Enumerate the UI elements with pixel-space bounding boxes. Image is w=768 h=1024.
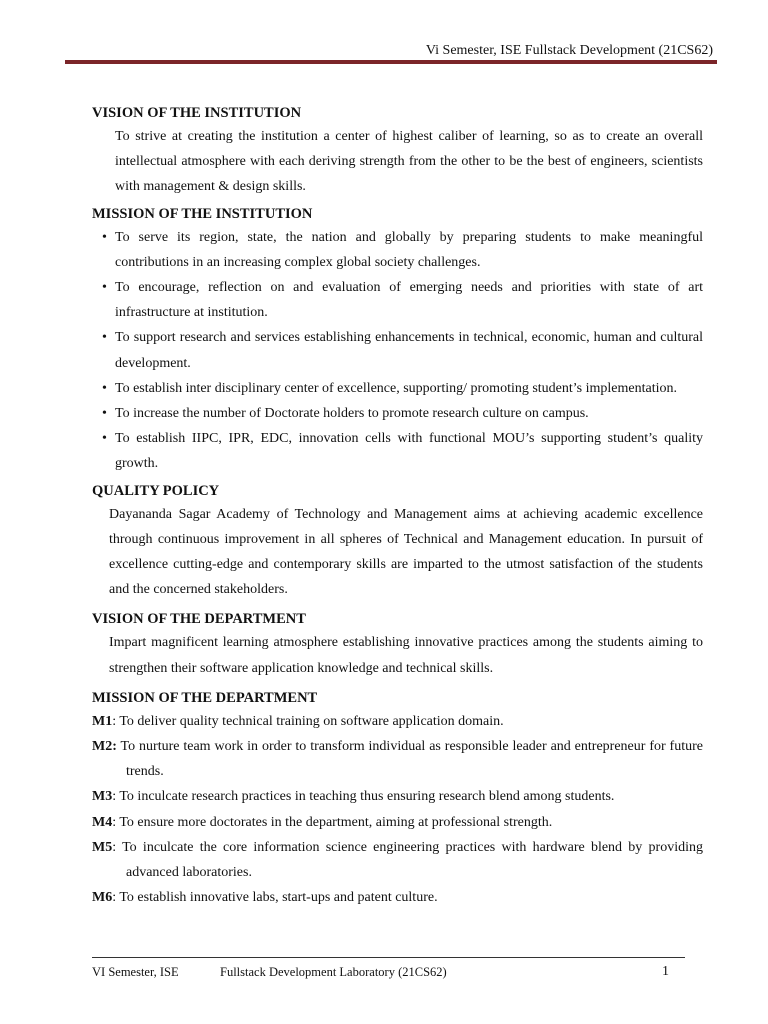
list-item: • To serve its region, state, the nation and globally by preparing students to make meaningful contributions in an increasing complex global society challenges. (92, 225, 703, 275)
heading-quality-policy: QUALITY POLICY (92, 482, 220, 499)
page-number: 1 (662, 964, 669, 979)
bullet-icon: • (102, 431, 107, 447)
list-item: M1: To deliver quality technical training on software application domain. (92, 713, 504, 729)
list-item: • To establish IIPC, IPR, EDC, innovation cells with functional MOU’s supporting student’s quality growth. (92, 426, 703, 476)
list-item: • To establish inter disciplinary center of excellence, supporting/ promoting student’s implementation. (92, 376, 703, 401)
heading-mission-institution: MISSION OF THE INSTITUTION (92, 205, 313, 222)
bullet-icon: • (102, 406, 107, 422)
footer-semester: VI Semester, ISE (92, 965, 179, 979)
vision-department-text: Impart magnificent learning atmosphere establishing innovative practices among the students aiming to strengthen their software application knowledge and technical skills. (109, 635, 703, 676)
list-item: M6: To establish innovative labs, start-ups and patent culture. (92, 890, 438, 906)
vision-institution-text: To strive at creating the institution a center of highest caliber of learning, so as to create an overall intellectual atmosphere with each deriving strength from the other to be the best of engineers, scientists with management & design skills. (115, 129, 703, 195)
bullet-icon: • (102, 330, 107, 346)
bullet-icon: • (102, 280, 107, 296)
list-item: M3: To inculcate research practices in teaching thus ensuring research blend among students. (92, 789, 615, 805)
mission-institution-list (92, 225, 703, 477)
mission-department-list (92, 709, 703, 911)
running-header: Vi Semester, ISE Fullstack Development (21CS62) (425, 43, 713, 58)
quality-policy-text: Dayananda Sagar Academy of Technology and Management aims at achieving academic excellence through continuous improvement in all spheres of Technical and Management education. In pursuit of excellence cutting-edge and contemporary skills are imparted to the utmost satisfaction of the students and the concerned stakeholders. (109, 506, 703, 598)
header-rule (65, 60, 717, 64)
heading-vision-department: VISION OF THE DEPARTMENT (92, 611, 306, 628)
list-item: M4: To ensure more doctorates in the department, aiming at professional strength. (92, 814, 553, 830)
list-item: • To support research and services establishing enhancements in technical, economic, human and cultural development. (92, 325, 703, 375)
footer-course: Fullstack Development Laboratory (21CS62) (220, 965, 447, 979)
bullet-icon: • (102, 380, 107, 396)
bullet-icon: • (102, 229, 107, 245)
list-item: M5: To inculcate the core information science engineering practices with hardware blend by providing advanced laboratories. (92, 839, 703, 881)
footer-rule (92, 957, 685, 958)
list-item: • To increase the number of Doctorate holders to promote research culture on campus. (92, 401, 703, 426)
heading-mission-department: MISSION OF THE DEPARTMENT (92, 689, 318, 706)
list-item: • To encourage, reflection on and evaluation of emerging needs and priorities with state of art infrastructure at institution. (92, 275, 703, 325)
page-content (92, 102, 703, 910)
heading-vision-institution: VISION OF THE INSTITUTION (92, 105, 302, 121)
list-item: M2: To nurture team work in order to transform individual as responsible leader and entrepreneur for future trends. (92, 739, 703, 780)
